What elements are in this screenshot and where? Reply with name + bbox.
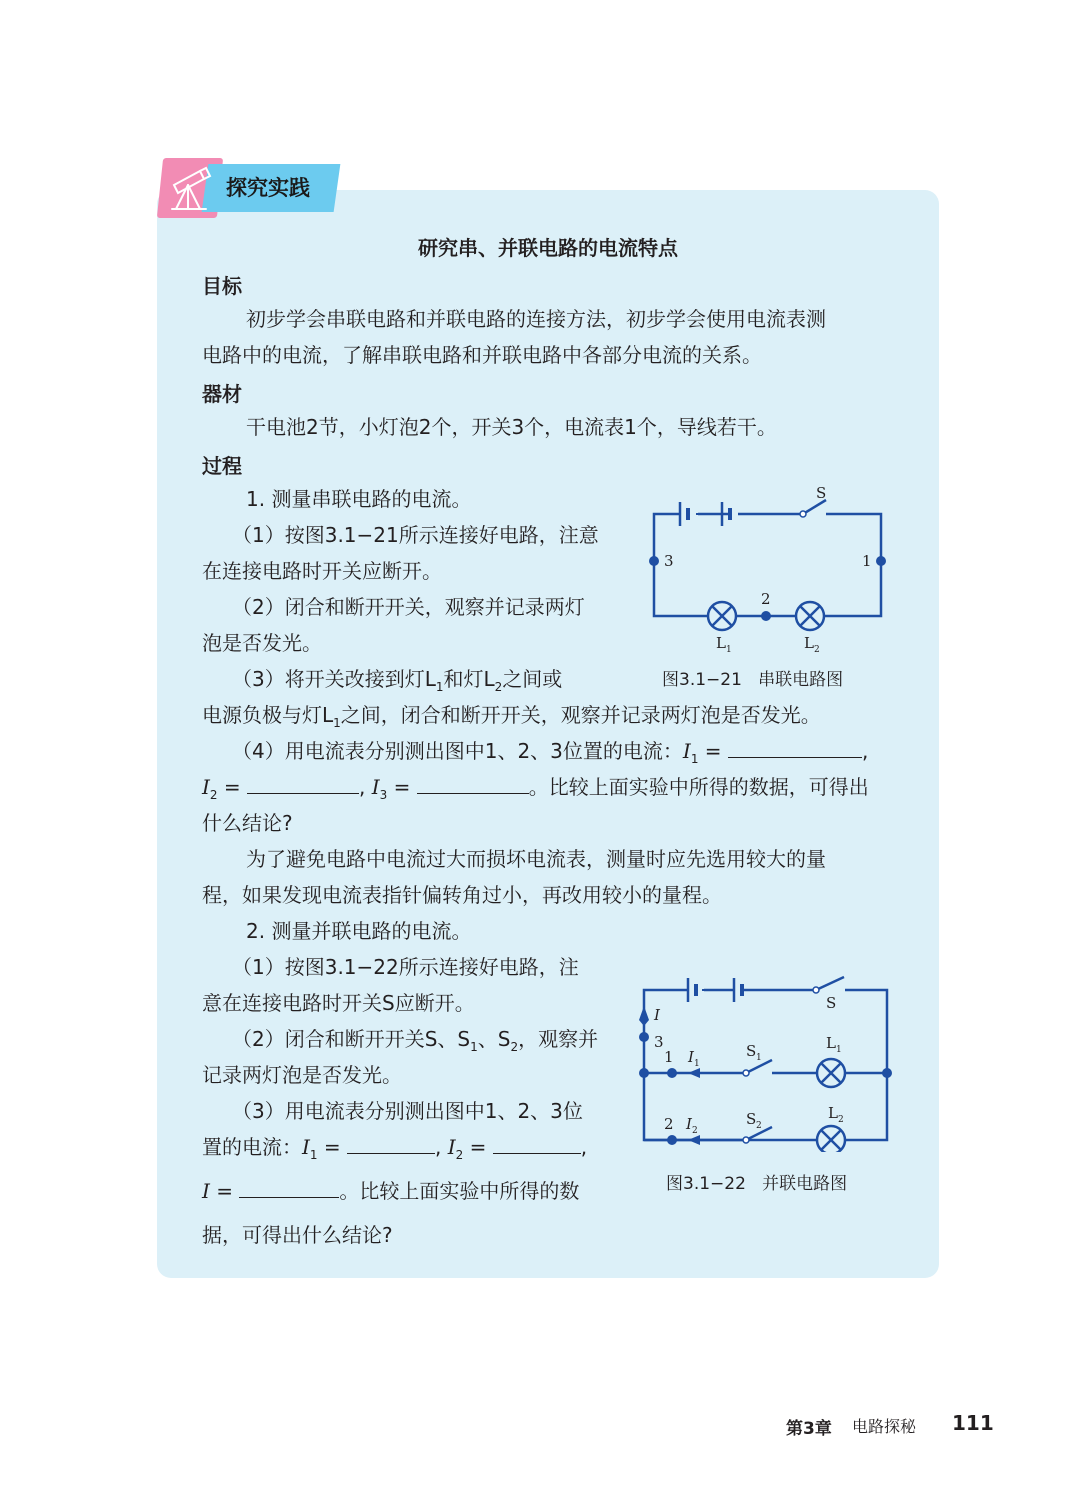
svg-text:2: 2 — [838, 1115, 844, 1125]
step1-1-line-a: （1）按图3.1−21所示连接好电路，注意 — [232, 523, 599, 547]
svg-text:L: L — [826, 1034, 836, 1052]
fig2-caption: 图3.1−22 并联电路图 — [666, 1174, 848, 1194]
blank-p-i1[interactable] — [347, 1135, 435, 1154]
svg-text:2: 2 — [761, 590, 771, 608]
step1-2-line-b: 泡是否发光。 — [202, 631, 322, 655]
svg-text:S: S — [816, 484, 827, 502]
svg-text:I: I — [688, 1048, 694, 1066]
step1-4-line-c: 什么结论? — [202, 811, 293, 835]
svg-text:1: 1 — [836, 1045, 842, 1055]
switch-s-blade — [803, 500, 826, 514]
step1-1-line-b: 在连接电路时开关应断开。 — [202, 559, 442, 583]
page-title: 研究串、并联电路的电流特点 — [418, 236, 678, 260]
svg-text:2: 2 — [756, 1121, 762, 1131]
svg-text:L: L — [716, 634, 726, 652]
materials-heading: 器材 — [202, 382, 242, 406]
page-number: 111 — [952, 1411, 994, 1435]
step2-3-line-b: 置的电流：$I_1$ = , $I_2$ = , — [202, 1135, 588, 1162]
svg-text:1: 1 — [862, 552, 872, 570]
svg-text:1: 1 — [664, 1048, 674, 1066]
svg-text:2: 2 — [814, 645, 820, 655]
svg-text:L: L — [828, 1104, 838, 1122]
step2-1-line-b: 意在连接电路时开关S应断开。 — [202, 991, 475, 1015]
note-line-1: 为了避免电路中电流过大而损坏电流表，测量时应先选用较大的量 — [246, 847, 826, 871]
series-circuit-diagram — [640, 478, 900, 658]
blank-i1[interactable] — [728, 739, 862, 758]
step1-4-line-b: $I_2$ = , $I_3$ = 。比较上面实验中所得的数据，可得出 — [202, 775, 869, 802]
svg-text:1: 1 — [756, 1053, 762, 1063]
goal-line-2: 电路中的电流，了解串联电路和并联电路中各部分电流的关系。 — [202, 343, 762, 367]
blank-i2[interactable] — [247, 775, 359, 794]
step2-2-line-b: 记录两灯泡是否发光。 — [202, 1063, 402, 1087]
svg-text:S: S — [746, 1042, 757, 1060]
svg-text:3: 3 — [654, 1033, 664, 1051]
svg-text:S: S — [746, 1110, 757, 1128]
svg-text:2: 2 — [664, 1115, 674, 1133]
svg-text:1: 1 — [726, 645, 732, 655]
telescope-icon — [166, 163, 212, 215]
materials-text: 干电池2节，小灯泡2个，开关3个，电流表1个，导线若干。 — [246, 415, 777, 439]
note-line-2: 程，如果发现电流表指针偏转角过小，再改用较小的量程。 — [202, 883, 722, 907]
parallel-circuit-diagram — [630, 962, 900, 1152]
step1-title: 1. 测量串联电路的电流。 — [246, 487, 472, 511]
step2-2-line-a: （2）闭合和断开开关S、$S_1$、$S_2$，观察并 — [232, 1027, 599, 1054]
svg-text:L: L — [804, 634, 814, 652]
svg-text:2: 2 — [692, 1126, 698, 1136]
step2-title: 2. 测量并联电路的电流。 — [246, 919, 472, 943]
footer-chapter: 第3章 — [786, 1419, 832, 1439]
process-heading: 过程 — [202, 454, 242, 478]
step1-3-line-b: 电源负极与灯$L_1$之间，闭合和断开开关，观察并记录两灯泡是否发光。 — [202, 703, 821, 730]
fig1-caption: 图3.1−21 串联电路图 — [662, 670, 844, 690]
svg-text:S: S — [826, 994, 837, 1012]
goal-heading: 目标 — [202, 274, 242, 298]
goal-line-1: 初步学会串联电路和并联电路的连接方法，初步学会使用电流表测 — [246, 307, 826, 331]
blank-p-i2[interactable] — [493, 1135, 581, 1154]
step1-2-line-a: （2）闭合和断开开关，观察并记录两灯 — [232, 595, 585, 619]
blank-p-i[interactable] — [239, 1179, 339, 1198]
svg-text:3: 3 — [664, 552, 674, 570]
svg-text:1: 1 — [694, 1059, 700, 1069]
step2-3-line-d: 据，可得出什么结论? — [202, 1223, 393, 1247]
step2-3-line-a: （3）用电流表分别测出图中1、2、3位 — [232, 1099, 583, 1123]
step1-3-line-a: （3）将开关改接到灯$L_1$和灯$L_2$之间或 — [232, 667, 563, 694]
step2-1-line-a: （1）按图3.1−22所示连接好电路，注 — [232, 955, 579, 979]
blank-i3[interactable] — [417, 775, 529, 794]
step2-3-line-c: I = 。比较上面实验中所得的数 — [202, 1179, 580, 1203]
section-tag-label: 探究实践 — [226, 176, 310, 200]
step1-4-line-a: （4）用电流表分别测出图中1、2、3位置的电流：$I_1$ = , — [232, 739, 869, 766]
svg-text:I: I — [686, 1115, 692, 1133]
footer-chapter-name: 电路探秘 — [852, 1417, 917, 1436]
svg-text:I: I — [654, 1006, 660, 1024]
